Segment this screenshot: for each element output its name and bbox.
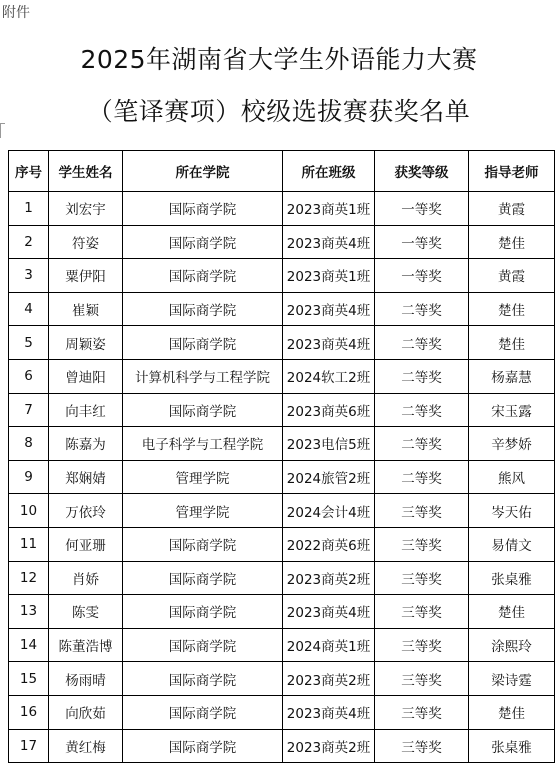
- cell-advisor: 易倩文: [469, 527, 555, 561]
- cell-advisor: 岑天佑: [469, 494, 555, 528]
- cell-student-name: 黄红梅: [49, 729, 123, 763]
- cell-index: 8: [9, 427, 49, 461]
- cell-index: 15: [9, 662, 49, 696]
- cell-award-level: 三等奖: [375, 527, 469, 561]
- cell-advisor: 宋玉露: [469, 393, 555, 427]
- table-row: [9, 695, 555, 729]
- cell-award-level: 二等奖: [375, 326, 469, 360]
- cell-award-level: 二等奖: [375, 393, 469, 427]
- table-row: [9, 427, 555, 461]
- attachment-label: 附件: [2, 5, 30, 21]
- cell-class: 2023商英6班: [283, 393, 375, 427]
- cell-college: 国际商学院: [123, 695, 283, 729]
- cell-college: 国际商学院: [123, 192, 283, 226]
- cell-college: 电子科学与工程学院: [123, 427, 283, 461]
- cell-index: 6: [9, 359, 49, 393]
- cell-class: 2023商英4班: [283, 695, 375, 729]
- cell-college: 国际商学院: [123, 259, 283, 293]
- cell-index: 7: [9, 393, 49, 427]
- cell-index: 2: [9, 225, 49, 259]
- table-row: [9, 628, 555, 662]
- cell-class: 2024旅管2班: [283, 460, 375, 494]
- cell-advisor: 辛梦娇: [469, 427, 555, 461]
- cell-index: 17: [9, 729, 49, 763]
- cell-college: 国际商学院: [123, 595, 283, 629]
- cell-award-level: 三等奖: [375, 729, 469, 763]
- table-row: [9, 326, 555, 360]
- cell-award-level: 二等奖: [375, 460, 469, 494]
- table-row: [9, 393, 555, 427]
- cell-index: 14: [9, 628, 49, 662]
- cell-advisor: 黄霞: [469, 259, 555, 293]
- cell-advisor: 楚佳: [469, 326, 555, 360]
- cell-award-level: 三等奖: [375, 561, 469, 595]
- header-student-name: 学生姓名: [49, 151, 123, 192]
- cell-index: 3: [9, 259, 49, 293]
- cell-class: 2023商英2班: [283, 561, 375, 595]
- cell-advisor: 杨嘉慧: [469, 359, 555, 393]
- cell-class: 2023商英4班: [283, 595, 375, 629]
- cell-college: 国际商学院: [123, 527, 283, 561]
- cell-student-name: 陈董浩博: [49, 628, 123, 662]
- cell-index: 9: [9, 460, 49, 494]
- cell-student-name: 向丰红: [49, 393, 123, 427]
- table-row: [9, 595, 555, 629]
- cell-advisor: 梁诗霆: [469, 662, 555, 696]
- cell-class: 2023商英1班: [283, 259, 375, 293]
- cell-index: 1: [9, 192, 49, 226]
- cell-index: 11: [9, 527, 49, 561]
- cell-class: 2023商英1班: [283, 192, 375, 226]
- cell-award-level: 一等奖: [375, 259, 469, 293]
- table-row: [9, 494, 555, 528]
- table-row: [9, 359, 555, 393]
- cell-student-name: 陈嘉为: [49, 427, 123, 461]
- cell-class: 2024商英1班: [283, 628, 375, 662]
- cell-college: 国际商学院: [123, 326, 283, 360]
- table-row: [9, 259, 555, 293]
- table-row: [9, 662, 555, 696]
- cell-college: 国际商学院: [123, 628, 283, 662]
- document-title-line-1: 2025年湖南省大学生外语能力大赛: [80, 45, 478, 74]
- header-college: 所在学院: [123, 151, 283, 192]
- cell-student-name: 杨雨晴: [49, 662, 123, 696]
- cell-advisor: 黄霞: [469, 192, 555, 226]
- table-row: [9, 527, 555, 561]
- cell-index: 5: [9, 326, 49, 360]
- cell-advisor: 张桌雅: [469, 561, 555, 595]
- award-table: [8, 150, 555, 763]
- cell-award-level: 二等奖: [375, 359, 469, 393]
- cell-student-name: 刘宏宇: [49, 192, 123, 226]
- cell-award-level: 三等奖: [375, 494, 469, 528]
- cell-class: 2022商英6班: [283, 527, 375, 561]
- table-row: [9, 292, 555, 326]
- cell-student-name: 向欣茹: [49, 695, 123, 729]
- cell-advisor: 楚佳: [469, 595, 555, 629]
- cell-class: 2023商英4班: [283, 225, 375, 259]
- cell-class: 2024软工2班: [283, 359, 375, 393]
- cell-class: 2023电信5班: [283, 427, 375, 461]
- cell-advisor: 熊风: [469, 460, 555, 494]
- cell-award-level: 一等奖: [375, 225, 469, 259]
- cell-student-name: 粟伊阳: [49, 259, 123, 293]
- cell-advisor: 张桌雅: [469, 729, 555, 763]
- cell-student-name: 曾迪阳: [49, 359, 123, 393]
- cell-college: 国际商学院: [123, 561, 283, 595]
- cell-index: 13: [9, 595, 49, 629]
- cell-index: 10: [9, 494, 49, 528]
- cell-student-name: 符姿: [49, 225, 123, 259]
- cell-class: 2023商英2班: [283, 729, 375, 763]
- cell-student-name: 陈雯: [49, 595, 123, 629]
- table-row: [9, 225, 555, 259]
- header-advisor: 指导老师: [469, 151, 555, 192]
- cell-award-level: 三等奖: [375, 695, 469, 729]
- cell-award-level: 二等奖: [375, 427, 469, 461]
- cell-advisor: 楚佳: [469, 225, 555, 259]
- cell-class: 2023商英4班: [283, 326, 375, 360]
- cell-award-level: 三等奖: [375, 595, 469, 629]
- cell-college: 国际商学院: [123, 292, 283, 326]
- cell-college: 国际商学院: [123, 729, 283, 763]
- cell-student-name: 万依玲: [49, 494, 123, 528]
- cell-student-name: 何亚珊: [49, 527, 123, 561]
- margin-mark: [0, 123, 5, 138]
- cell-advisor: 楚佳: [469, 292, 555, 326]
- document-title-line-2: （笔译赛项）校级选拔赛获奖名单: [87, 97, 471, 126]
- cell-college: 国际商学院: [123, 393, 283, 427]
- table-row: [9, 561, 555, 595]
- cell-student-name: 肖娇: [49, 561, 123, 595]
- cell-index: 16: [9, 695, 49, 729]
- cell-college: 国际商学院: [123, 225, 283, 259]
- cell-award-level: 三等奖: [375, 628, 469, 662]
- table-row: [9, 192, 555, 226]
- cell-college: 国际商学院: [123, 662, 283, 696]
- cell-class: 2023商英2班: [283, 662, 375, 696]
- cell-award-level: 一等奖: [375, 192, 469, 226]
- cell-index: 12: [9, 561, 49, 595]
- cell-index: 4: [9, 292, 49, 326]
- cell-advisor: 楚佳: [469, 695, 555, 729]
- cell-college: 管理学院: [123, 494, 283, 528]
- header-class: 所在班级: [283, 151, 375, 192]
- cell-award-level: 二等奖: [375, 292, 469, 326]
- table-header-row: [9, 151, 555, 192]
- cell-college: 管理学院: [123, 460, 283, 494]
- cell-advisor: 涂熙玲: [469, 628, 555, 662]
- header-index: 序号: [9, 151, 49, 192]
- cell-student-name: 郑娴婧: [49, 460, 123, 494]
- table-row: [9, 460, 555, 494]
- table-body: [9, 192, 555, 763]
- cell-class: 2023商英4班: [283, 292, 375, 326]
- cell-student-name: 崔颖: [49, 292, 123, 326]
- cell-college: 计算机科学与工程学院: [123, 359, 283, 393]
- header-award-level: 获奖等级: [375, 151, 469, 192]
- cell-student-name: 周颖姿: [49, 326, 123, 360]
- cell-class: 2024会计4班: [283, 494, 375, 528]
- table-row: [9, 729, 555, 763]
- cell-award-level: 三等奖: [375, 662, 469, 696]
